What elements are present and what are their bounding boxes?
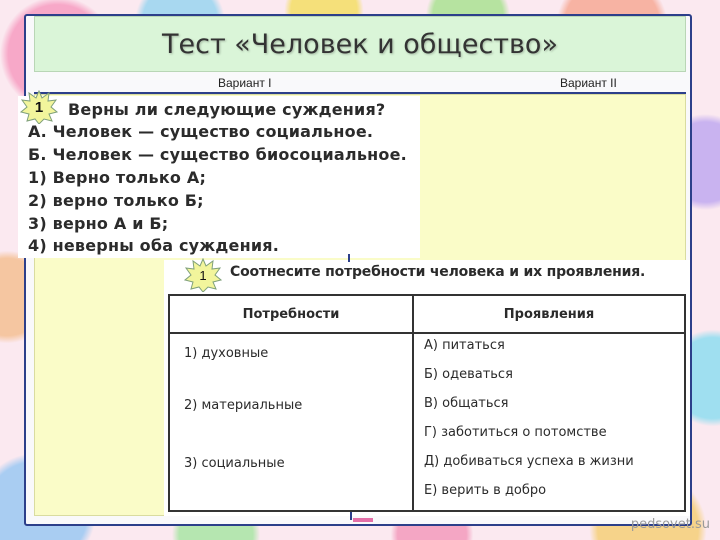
watermark: pedsovet.su (630, 517, 710, 532)
needs-cell (169, 333, 413, 511)
act-item: В) общаться (424, 396, 509, 411)
act-item: Е) верить в добро (424, 483, 547, 498)
question-2-prompt: Соотнесите потребности человека и их проявления. (230, 264, 646, 280)
act-item: Г) заботиться о потомстве (424, 425, 607, 440)
decorative-mark (353, 518, 373, 522)
question-2-number: 1 (199, 267, 207, 283)
question-2-card (164, 260, 690, 516)
needs-column-header: Потребности (169, 295, 413, 333)
question-1-option-1: 1) Верно только А; (28, 168, 207, 187)
divider-tick (348, 254, 350, 262)
question-1-statement-a: А. Человек — существо социальное. (28, 122, 374, 141)
question-1-option-2: 2) верно только Б; (28, 191, 204, 210)
question-1-number: 1 (34, 98, 44, 116)
need-item: 1) духовные (184, 346, 269, 361)
variant-2-label: Вариант II (560, 76, 617, 90)
need-item: 3) социальные (184, 456, 285, 471)
matching-table (168, 294, 686, 512)
act-item: А) питаться (424, 338, 505, 353)
question-1-prompt: Верны ли следующие суждения? (68, 100, 386, 119)
question-1-card (18, 96, 420, 258)
divider-tick (350, 512, 352, 520)
need-item: 2) материальные (184, 398, 303, 413)
question-1-statement-b: Б. Человек — существо биосоциальное. (28, 145, 407, 164)
act-item: Д) добиваться успеха в жизни (424, 454, 634, 469)
question-1-option-3: 3) верно А и Б; (28, 214, 169, 233)
act-item: Б) одеваться (424, 367, 513, 382)
acts-column-header: Проявления (413, 295, 685, 333)
variant-1-label: Вариант I (218, 76, 272, 90)
title-bar (34, 16, 686, 72)
acts-cell (413, 333, 685, 511)
page-title: Тест «Человек и общество» (162, 28, 558, 60)
question-1-option-4: 4) неверны оба суждения. (28, 236, 280, 255)
